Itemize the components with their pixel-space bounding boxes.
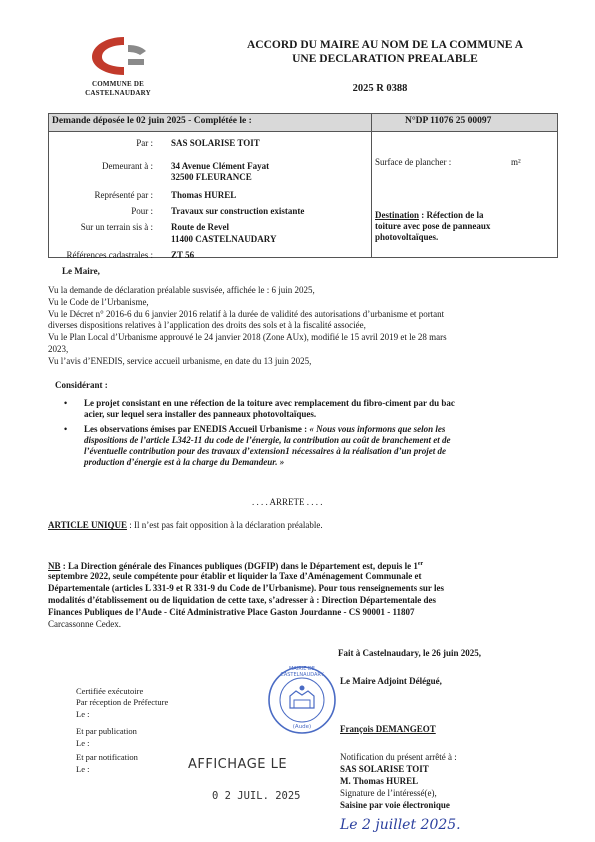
nb-sup: er — [417, 561, 424, 567]
row-label-pour: Pour : — [131, 206, 153, 216]
surface-unit: m² — [511, 157, 521, 167]
bullet-2-line4: production d’énergie est à la charge du Demandeur. » — [84, 457, 285, 467]
destination-text-3: photovoltaïques. — [375, 232, 439, 242]
table-divider — [371, 114, 372, 257]
bullet-2-bold: Les observations émises par ENEDIS Accueil Urbanisme : — [84, 424, 310, 434]
article-unique — [48, 520, 563, 531]
nb-line5: Finances Publiques de l’Aude - Cité Administrative Place Gaston Jourdanne - CS 90001 - 11807 — [48, 607, 415, 617]
table-header-right: N°DP 11076 25 00097 — [405, 116, 492, 126]
doc-title-line2: UNE DECLARATION PREALABLE — [292, 53, 478, 65]
posting-stamp-date: 0 2 JUIL. 2025 — [212, 790, 301, 802]
row-value-pour: Travaux sur construction existante — [171, 206, 305, 216]
logo-line2: CASTELNAUDARY — [85, 89, 151, 97]
table-header-left: Demande déposée le 02 juin 2025 - Complétée le : — [52, 116, 252, 126]
seal-text-top: MAIRIE DE CASTELNAUDARY — [280, 666, 324, 678]
considerant: Considérant : — [55, 380, 108, 390]
certify-line1: Certifiée exécutoire — [76, 686, 144, 696]
bullet-2-italic-1: « Nous vous informons que selon les — [309, 424, 446, 434]
certify-line4: Et par publication — [76, 726, 137, 736]
le-maire: Le Maire, — [62, 266, 100, 276]
bullet-2-line2: dispositions de l’article L342-11 du code de l’énergie, la contribution au coût de branchement et de — [84, 435, 451, 445]
nb-text-1: : La Direction générale des Finances publiques (DGFIP) dans le Département est, depuis le 1 — [60, 561, 418, 571]
notification-line4: Signature de l’intéressé(e), — [340, 788, 437, 798]
bullet-1-dot: • — [64, 398, 68, 408]
arrete: . . . . ARRETE . . . . — [252, 497, 323, 507]
article-text: : Il n’est pas fait opposition à la déclaration préalable. — [126, 520, 323, 530]
doc-reference: 2025 R 0388 — [352, 83, 408, 94]
destination-label: Destination — [375, 210, 420, 220]
destination-text-2: toiture avec pose de panneaux — [375, 221, 491, 231]
notification-line3: M. Thomas HUREL — [340, 776, 419, 786]
nb-line3: Départementale (articles L 331-9 et R 331-9 du Code de l’Urbanisme). Pour tous renseignements sur les — [48, 583, 444, 593]
row-value-demeurant: 34 Avenue Clément Fayat — [171, 161, 270, 171]
handwritten-date: Le 2 juillet 2025. — [340, 817, 461, 833]
certify-line5: Le : — [76, 738, 90, 748]
row-value-cadastre: ZT 56 — [171, 250, 195, 260]
row-value-par: SAS SOLARISE TOIT — [171, 138, 260, 148]
logo-line1: COMMUNE DE — [92, 80, 144, 88]
vu-4a: Vu le Plan Local d’Urbanisme approuvé le 24 janvier 2018 (Zone AUx), modifié le 15 avril 2019 et le 28 mars — [48, 332, 447, 342]
signatory-name: François DEMANGEOT — [340, 724, 436, 734]
vu-5: Vu l’avis d’ENEDIS, service accueil urbanisme, en date du 13 juin 2025, — [48, 356, 312, 366]
row-label-terrain: Sur un terrain sis à : — [80, 222, 153, 232]
bullet-2-line1 — [84, 424, 550, 435]
posting-stamp-label: AFFICHAGE LE — [188, 757, 288, 772]
nb-line2: septembre 2022, seule compétente pour établir et liquider la Taxe d’Aménagement Communale et — [48, 571, 422, 581]
vu-4b: 2023, — [48, 344, 69, 354]
vu-1: Vu la demande de déclaration préalable susvisée, affichée le : 6 juin 2025, — [48, 285, 315, 295]
bullet-2-line3: l’éventuelle contribution pour des travaux d’extension1 nécessaires à la réalisation d’un projet de — [84, 446, 447, 456]
row-value-terrain-2: 11400 CASTELNAUDARY — [171, 234, 277, 244]
notification-line1: Notification du présent arrêté à : — [340, 752, 457, 762]
bullet-2-dot: • — [64, 424, 68, 434]
article-label: ARTICLE UNIQUE — [48, 520, 127, 530]
vu-3a: Vu le Décret n° 2016-6 du 6 janvier 2016 relatif à la durée de validité des autorisations d’urbanisme et portant — [48, 309, 445, 319]
destination-text: : Réfection de la — [419, 210, 484, 220]
row-value-terrain: Route de Revel — [171, 222, 229, 232]
nb-label: NB — [48, 561, 61, 571]
request-table — [48, 113, 558, 258]
certify-line6: Et par notification — [76, 752, 138, 762]
doc-title-line1: ACCORD DU MAIRE AU NOM DE LA COMMUNE A — [247, 39, 523, 51]
fait-a: Fait à Castelnaudary, le 26 juin 2025, — [338, 648, 482, 658]
row-label-represente: Représenté par : — [94, 190, 153, 200]
nb-line4: modalités d’établissement ou de liquidation de cette taxe, s’adresser à : Direction Départementale des — [48, 595, 436, 605]
surface-label: Surface de plancher : — [375, 157, 452, 167]
bullet-1-line2: acier, sur lequel sera installer des panneaux photovoltaïques. — [84, 409, 317, 419]
row-label-par: Par : — [136, 138, 153, 148]
notification-line5: Saisine par voie électronique — [340, 800, 450, 810]
bullet-1-line1: Le projet consistant en une réfection de la toiture avec remplacement du fibro-ciment par du bac — [84, 398, 455, 408]
certify-line3: Le : — [76, 709, 90, 719]
seal-text-bottom: (Aude) — [292, 724, 312, 730]
certify-line2: Par réception de Préfecture — [76, 697, 169, 707]
row-value-represente: Thomas HUREL — [171, 190, 237, 200]
certify-line7: Le : — [76, 764, 90, 774]
notification-line2: SAS SOLARISE TOIT — [340, 764, 429, 774]
nb-line6: Carcassonne Cedex. — [48, 619, 121, 629]
row-label-cadastre: Références cadastrales : — [66, 250, 153, 260]
row-value-demeurant-2: 32500 FLEURANCE — [171, 172, 252, 182]
vu-3b: diverses dispositions relatives à l’application des droits des sols et à la fiscalité associée, — [48, 320, 366, 330]
table-header — [49, 114, 557, 132]
signatory-role: Le Maire Adjoint Délégué, — [340, 676, 442, 686]
vu-2: Vu le Code de l’Urbanisme, — [48, 297, 149, 307]
row-label-demeurant: Demeurant à : — [102, 161, 153, 171]
